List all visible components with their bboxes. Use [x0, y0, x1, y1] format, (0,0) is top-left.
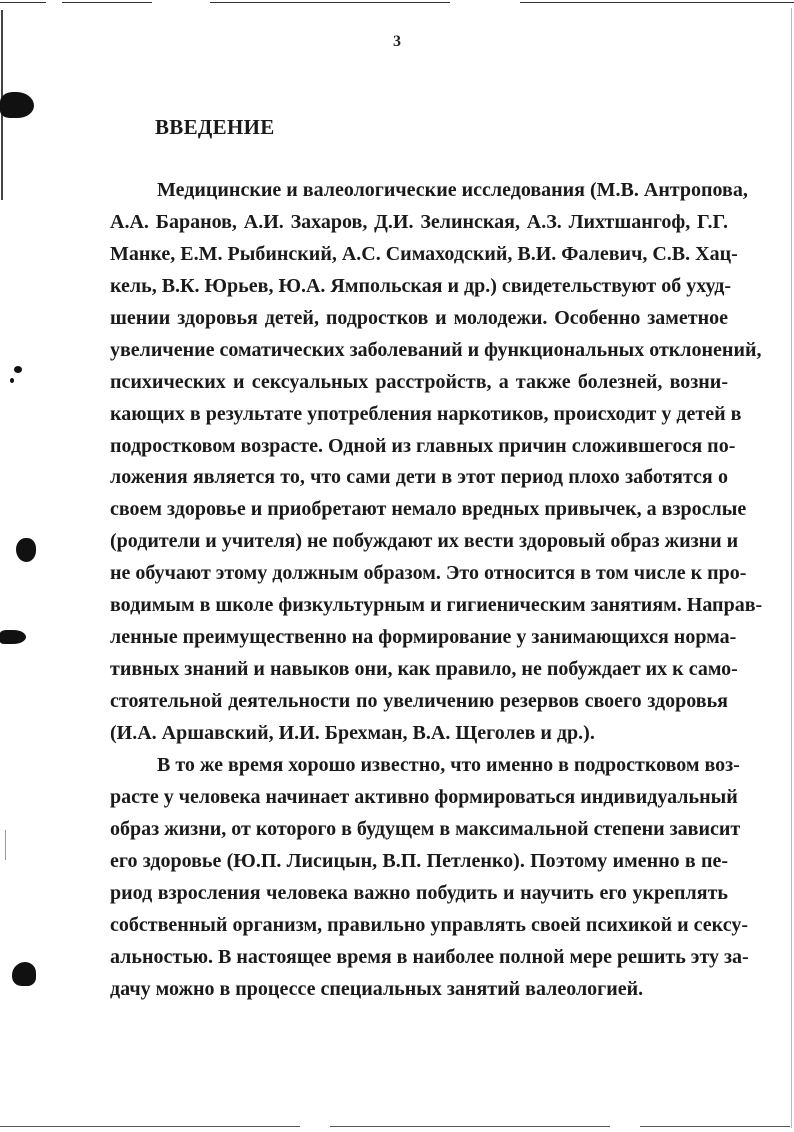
text-line: ложения является то, что сами дети в этот период плохо заботятся о — [110, 466, 728, 489]
page-number: 3 — [393, 33, 401, 50]
scan-top-line — [0, 2, 46, 3]
scan-top-line — [520, 2, 794, 3]
text-line: (И.А. Аршавский, И.И. Брехман, В.А. Щеголев и др.). — [110, 721, 595, 744]
text-line: образ жизни, от которого в будущем в максимальной степени зависит — [110, 817, 741, 840]
text-line: подростковом возрасте. Одной из главных причин сложившегося по- — [110, 434, 736, 457]
scan-bottom-line — [0, 1126, 300, 1127]
scan-bottom-line — [330, 1126, 610, 1127]
text-line: риод взросления человека важно побудить и научить его укреплять — [110, 881, 728, 904]
text-line: шении здоровья детей, подростков и молодежи. Особенно заметное — [110, 306, 728, 329]
text-line: кель, В.К. Юрьев, Ю.А. Ямпольская и др.) свидетельствуют об ухуд- — [110, 274, 731, 297]
text-line: стоятельной деятельности по увеличению резервов своего здоровья — [110, 690, 728, 712]
text-line: (родители и учителя) не побуждают их вести здоровый образ жизни и — [110, 530, 739, 553]
text-line: психических и сексуальных расстройств, а также болезней, возни- — [110, 370, 728, 393]
ink-speck — [14, 366, 22, 373]
text-line: водимым в школе физкультурным и гигиеническим занятиям. Направ- — [110, 594, 763, 617]
text-line: увеличение соматических заболеваний и функциональных отклонений, — [110, 338, 762, 361]
text-line: тивных знаний и навыков они, как правило, не побуждает их к само- — [110, 658, 738, 681]
scan-top-line — [62, 2, 152, 3]
scan-bottom-line — [640, 1126, 790, 1127]
binding-hole-mark — [0, 630, 26, 644]
scan-top-line — [210, 2, 450, 3]
binding-hole-mark — [16, 538, 36, 562]
ink-speck — [10, 378, 14, 383]
scan-artifact-line — [5, 830, 6, 860]
paragraph-2 — [110, 750, 749, 1006]
text-line: своем здоровье и приобретают немало вредных привычек, а взрослые — [110, 498, 747, 521]
text-line: А.А. Баранов, А.И. Захаров, Д.И. Зелинская, А.З. Лихтшангоф, Г.Г. — [110, 210, 728, 233]
scan-top-edge — [0, 0, 794, 6]
text-line: альностью. В настоящее время в наиболее полной мере решить эту за- — [110, 945, 749, 968]
text-line: Медицинские и валеологические исследования (М.В. Антропова, — [157, 179, 748, 201]
text-line: кающих в результате употребления наркотиков, происходит у детей в — [110, 402, 742, 425]
text-line: Манке, Е.М. Рыбинский, А.С. Симаходский, В.И. Фалевич, С.В. Хац- — [110, 242, 738, 265]
text-line: В то же время хорошо известно, что именно в подростковом воз- — [157, 754, 740, 776]
scan-bottom-edge — [0, 1125, 794, 1128]
text-line: расте у человека начинает активно формироваться индивидуальный — [110, 785, 738, 808]
paragraph-1 — [110, 175, 763, 750]
section-heading: ВВЕДЕНИЕ — [155, 115, 275, 139]
text-line: дачу можно в процессе специальных занятий валеологией. — [110, 977, 644, 1000]
text-line: ленные преимущественно на формирование у занимающихся норма- — [110, 626, 737, 649]
text-line: собственный организм, правильно управлять своей психикой и сексу- — [110, 913, 748, 936]
text-line: не обучают этому должным образом. Это относится в том числе к про- — [110, 562, 747, 585]
scan-right-edge — [791, 8, 792, 1128]
binding-hole-mark — [12, 962, 36, 986]
binding-hole-mark — [0, 92, 34, 118]
text-line: его здоровье (Ю.П. Лисицын, В.П. Петленко). Поэтому именно в пе- — [110, 849, 728, 872]
